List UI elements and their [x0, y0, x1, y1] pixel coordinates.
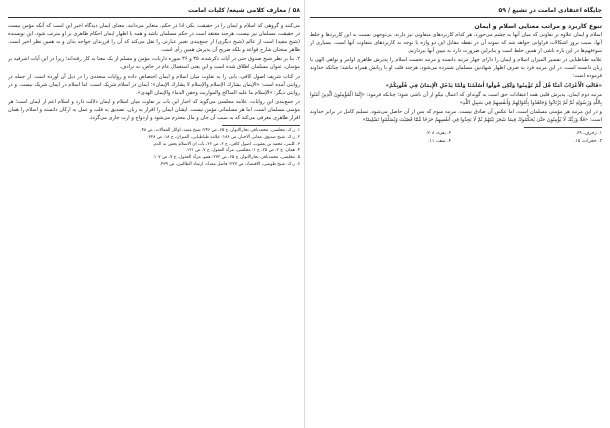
running-head-left: ۵۸ / معارف کلامی شیعه/ کلیات امامت — [188, 7, 300, 14]
footnote: ۳. حجرات، ۱۵. — [573, 138, 602, 144]
footnote-rule — [222, 125, 300, 126]
paragraph: و در این مرتبه هر مؤمنی مسلمان است، اما عکس آن صادق نیست. مرتبه سوم که پس از آن حاصل می‌شود، تسلیم کامل در برابر خداوند است: «فَلَا وَرَبِّكَ لَا يُؤْمِنُونَ حَتَّىٰ يُحَكِّمُوكَ فِيمَا شَجَرَ بَيْنَهُمْ ثُمَّ لَا يَجِدُوا فِي أَنفُسِهِمْ حَرَجًا مِّمَّا قَضَيْتَ وَيُسَلِّمُوا تَسْلِيمًا» — [310, 109, 602, 124]
body-text-left — [8, 22, 300, 122]
footnotes-left — [8, 128, 300, 168]
footnote: ۲. بقره، ۲۰۸. — [425, 131, 451, 137]
footnote: ۴. همان، ج ۲، ص ۲۵، ح ۱؛ مجلسی، مرآة العقول، ج ۷، ص ۱۲۱. — [185, 148, 300, 154]
quran-verse: «قَالَتِ الْأَعْرَابُ آمَنَّا قُل لَّمْ تُؤْمِنُوا وَلَٰكِن قُولُوا أَسْلَمْنَا وَلَمَّا يَدْخُلِ الْإِيمَانُ فِي قُلُوبِكُمْ» — [385, 82, 602, 89]
footnote: ۱. ر.ک. مجلسی، محمدباقر، بحارالانوار، ج ۶۵، ص ۲۴۶؛ شیخ مفید، اوائل المقالات، ص ۴۸. — [140, 128, 300, 134]
footnote: ۵. مجلسی، محمدباقر، بحارالانوار، ج ۶۵، ص ۲۷۲؛ همو، مرآة العقول، ج ۷، ص ۱۰۷. — [152, 154, 300, 160]
footnotes-right — [310, 130, 602, 145]
paragraph: در جمع‌بندی این روایات، علامه مجلسی می‌گوید که اخبار این باب بر تفاوت میان اسلام و ایمان دلالت دارد و اسلام اعم از ایمان است؛ هر مؤمنی مسلمان است، اما هر مسلمانی مؤمن نیست. ایشان ایمان را اقرار به زبان، تصدیق به قلب و عمل به ارکان دانسته و اسلام را همان اقرار ظاهری معرفی می‌کند که به سبب آن جان و مال محترم می‌شود و ازدواج و ارث جاری می‌گردد. — [8, 98, 300, 122]
paragraph: ۲. بنا بر نظر شیخ صدوق حتی در آیات ذکرشده، ۳۵ و ۳۶ سوره ذاریات، مؤمن و مسلم از یک معنا به کار رفته‌اند؛ زیرا در این آیات اشرفیه بر مؤمنان، عنوان مسلمان اطلاق شده است و این یعنی استعمال عام در خاص، نه ترادف. — [8, 56, 300, 71]
paragraph: اسلام و ایمان علاوه بر تفاوتی که میان آنها به چشم می‌خورد، هر کدام کاربردهای متفاوتی نیز دارند. بی‌توجهی نسبت به این کاربردها و خلط آنها، سبب بروز اشکالات فراوانی خواهد شد که نمونه آن در نقطه مقابل این دو واژه با توجه به کاربردهای متفاوت آنها است. بسیاری از سوءفهم‌ها در این باره ناشی از همین خلط است و بنابراین ضرورت دارد به تبیین آنها بپردازیم. — [310, 32, 602, 55]
section-heading: تنوع کاربرد و مراتب معنایی اسلام و ایمان — [474, 23, 602, 30]
paragraph: مرتبه دوم ایمان، پذیرش قلبی همه اعتقادات حق است به گونه‌ای که اعمال نیکو از آن ناشی شود؛ چنانکه فرمود: «إِنَّمَا الْمُؤْمِنُونَ الَّذِينَ آمَنُوا بِاللَّهِ وَرَسُولِهِ ثُمَّ لَمْ يَرْتَابُوا وَجَاهَدُوا بِأَمْوَالِهِمْ وَأَنفُسِهِمْ فِي سَبِيلِ اللَّهِ» — [310, 91, 602, 106]
footnote: ۱. زخرف، ۶۹. — [575, 131, 602, 137]
running-head-right: جایگاه اعتقادی امامت در تشیع / ۵۹ — [498, 7, 602, 14]
footnote: ۴. صف، ۱۱. — [428, 138, 451, 144]
footnote: ۲. ر.ک. شیخ صدوق، معانی الاخبار، ص ۱۸۶؛ علامه طباطبایی، المیزان، ج ۱۸، ص ۳۲۸. — [147, 134, 300, 140]
paragraph: می‌کنند و گروهی که اسلام و ایمان را در حقیقت، یکی ادا در حکم، متغایر می‌دانند. معنای ایمان دیدگاه اخیر این است که آنکه مؤمن نیست در حقیقت، مسلمان نیز نیست، هرچند معتقد است در حکم مسلمان باشد و همه با اظهار ایمان احکام ظاهری بر او مترتب شود. این نویسنده (شیخ مفید) است از عالم (شیخ دیگری) از جمع‌بندی تعبیر عبارتی را نقل می‌کند که آن را فرزندان خواجه بدان و به همین نظر اخیر است. ظاهر سخنان شارح قواعد و بلکه صریح آن پذیرش همین رأی است. — [8, 23, 300, 54]
footnote: ۶. ر.ک. شیخ طوسی، الاقتصاد، ص ۲۲۷؛ فاضل مقداد، ارشاد الطالبین، ص ۴۳۹. — [159, 161, 300, 167]
gutter-divider — [304, 0, 305, 428]
header-rule — [310, 17, 602, 18]
right-page — [310, 6, 602, 422]
body-text-right — [310, 31, 602, 124]
header-rule — [8, 17, 300, 18]
left-page — [8, 6, 300, 422]
paragraph: در کتاب شریف اصول کافی، بابی را به تفاوت میان اسلام و ایمان اختصاص داده و روایات متعددی را در ذیل آن آورده است. از جمله در روایتی آمده است: «الإيمان يشارك الإسلام والإسلام لا يشارك الإيمان»؛ ایمان در اسلام شریک است، اما اسلام در ایمان شریک نیست. و در روایتی دیگر: «الإسلام ما عليه المناكح والمواريث وحقن الدماء والإيمان الهدى». — [8, 73, 300, 96]
footnote-rule — [524, 127, 602, 128]
paragraph: علامه طباطبایی در تفسیر المیزان اسلام و ایمان را دارای چهار مرتبه دانسته و مرتبه نخست اسلام را پذیرش ظاهری اوامر و نواهی الهی با زبان دانسته است. در این مرتبه فرد به صرف اظهار شهادتین مسلمان شمرده می‌شود، هرچند قلب او با زبانش همراه نباشد؛ چنانکه خداوند فرموده است: — [310, 57, 602, 80]
footnote: ۳. کلینی، محمد بن یعقوب، اصول کافی، ج ۲، ص ۲۶، باب ان الاسلام یحقن به الدم. — [152, 141, 300, 147]
